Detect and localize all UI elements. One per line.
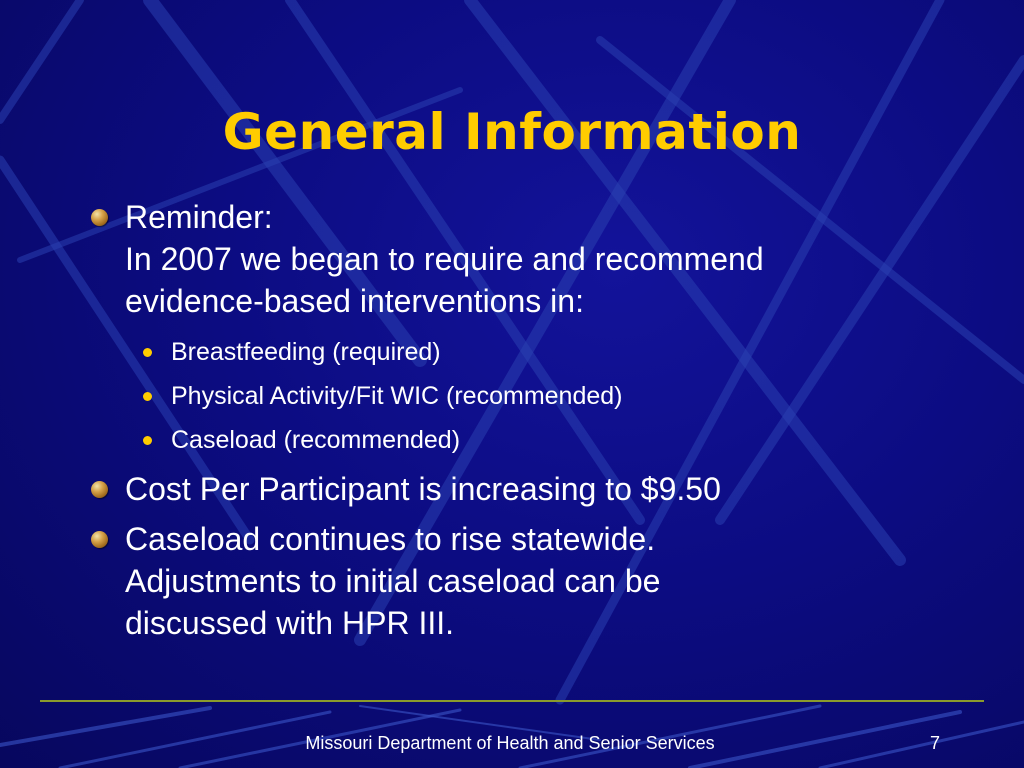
- footer-organization: Missouri Department of Health and Senior Services: [305, 733, 715, 753]
- bullet-line: In 2007 we began to require and recommend: [125, 241, 764, 277]
- sub-bullet-text: Caseload (recommended): [171, 426, 461, 454]
- bronze-sphere-bullet-icon: [91, 481, 108, 498]
- bullet-list: [85, 196, 955, 652]
- bullet-line: discussed with HPR III.: [125, 605, 454, 641]
- bullet-line: Caseload continues to rise statewide.: [125, 521, 656, 557]
- bronze-sphere-bullet-icon: [91, 209, 108, 226]
- bullet-line: evidence-based interventions in:: [125, 283, 584, 319]
- footer-divider: [40, 700, 984, 702]
- page-number: 7: [929, 733, 940, 753]
- bronze-sphere-bullet-icon: [91, 531, 108, 548]
- sub-bullet-item-physical-activity: [85, 374, 955, 418]
- sub-bullet-item-breastfeeding: [85, 330, 955, 374]
- sub-bullet-list: [85, 330, 955, 462]
- sub-bullet-text: Breastfeeding (required): [171, 338, 441, 366]
- bullet-item-cost: [85, 468, 955, 510]
- slide-title: General Information: [222, 103, 802, 161]
- bullet-item-reminder: [85, 196, 955, 322]
- sub-bullet-text: Physical Activity/Fit WIC (recommended): [171, 382, 623, 410]
- yellow-dot-bullet-icon: [143, 392, 152, 401]
- bullet-item-caseload-rise: [85, 518, 955, 644]
- yellow-dot-bullet-icon: [143, 436, 152, 445]
- yellow-dot-bullet-icon: [143, 348, 152, 357]
- bullet-line: Reminder:: [125, 199, 273, 235]
- sub-bullet-item-caseload: [85, 418, 955, 462]
- bullet-line: Cost Per Participant is increasing to $9.50: [125, 471, 721, 507]
- bullet-line: Adjustments to initial caseload can be: [125, 563, 661, 599]
